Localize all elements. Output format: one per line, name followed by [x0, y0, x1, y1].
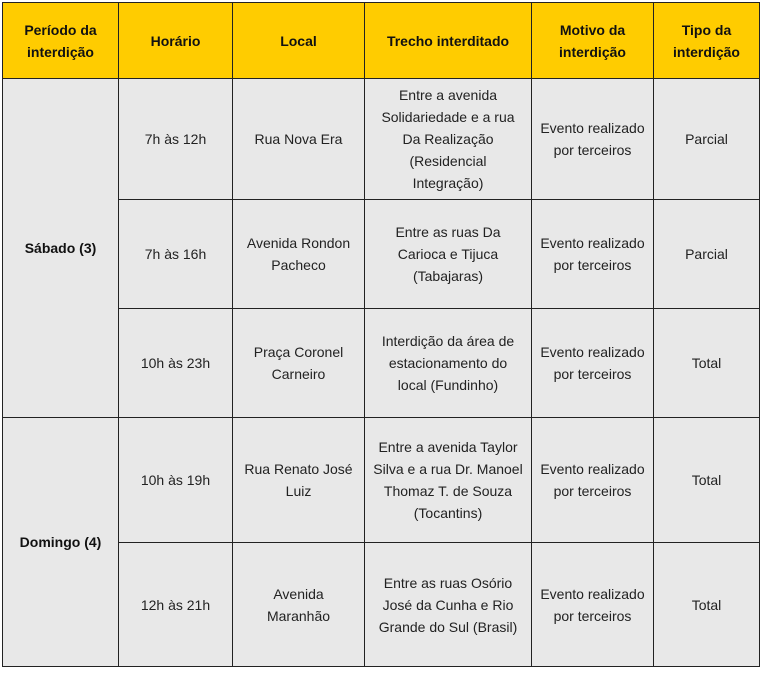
interdictions-table-container	[2, 2, 760, 667]
header-period: Período da interdição	[3, 3, 119, 79]
table-header-row	[3, 3, 760, 79]
type-cell: Parcial	[654, 200, 760, 309]
period-cell: Sábado (3)	[3, 79, 119, 418]
section-cell: Entre a avenida Solidariedade e a rua Da Realização (Residencial Integração)	[365, 79, 532, 200]
section-cell: Entre a avenida Taylor Silva e a rua Dr. Manoel Thomaz T. de Souza (Tocantins)	[365, 418, 532, 543]
header-place: Local	[233, 3, 365, 79]
type-cell: Total	[654, 543, 760, 667]
section-cell: Entre as ruas Da Carioca e Tijuca (Tabajaras)	[365, 200, 532, 309]
type-cell: Parcial	[654, 79, 760, 200]
place-cell: Rua Nova Era	[233, 79, 365, 200]
place-cell: Avenida Rondon Pacheco	[233, 200, 365, 309]
time-cell: 12h às 21h	[119, 543, 233, 667]
reason-cell: Evento realizado por terceiros	[532, 418, 654, 543]
period-cell: Domingo (4)	[3, 418, 119, 667]
table-row	[3, 79, 760, 200]
place-cell: Praça Coronel Carneiro	[233, 309, 365, 418]
reason-cell: Evento realizado por terceiros	[532, 79, 654, 200]
time-cell: 7h às 12h	[119, 79, 233, 200]
place-cell: Avenida Maranhão	[233, 543, 365, 667]
table-row	[3, 418, 760, 543]
reason-cell: Evento realizado por terceiros	[532, 309, 654, 418]
header-time: Horário	[119, 3, 233, 79]
time-cell: 10h às 19h	[119, 418, 233, 543]
place-cell: Rua Renato José Luiz	[233, 418, 365, 543]
section-cell: Entre as ruas Osório José da Cunha e Rio Grande do Sul (Brasil)	[365, 543, 532, 667]
type-cell: Total	[654, 418, 760, 543]
time-cell: 10h às 23h	[119, 309, 233, 418]
reason-cell: Evento realizado por terceiros	[532, 200, 654, 309]
header-section: Trecho interditado	[365, 3, 532, 79]
type-cell: Total	[654, 309, 760, 418]
reason-cell: Evento realizado por terceiros	[532, 543, 654, 667]
header-type: Tipo da interdição	[654, 3, 760, 79]
header-reason: Motivo da interdição	[532, 3, 654, 79]
time-cell: 7h às 16h	[119, 200, 233, 309]
interdictions-table	[2, 2, 760, 667]
section-cell: Interdição da área de estacionamento do local (Fundinho)	[365, 309, 532, 418]
